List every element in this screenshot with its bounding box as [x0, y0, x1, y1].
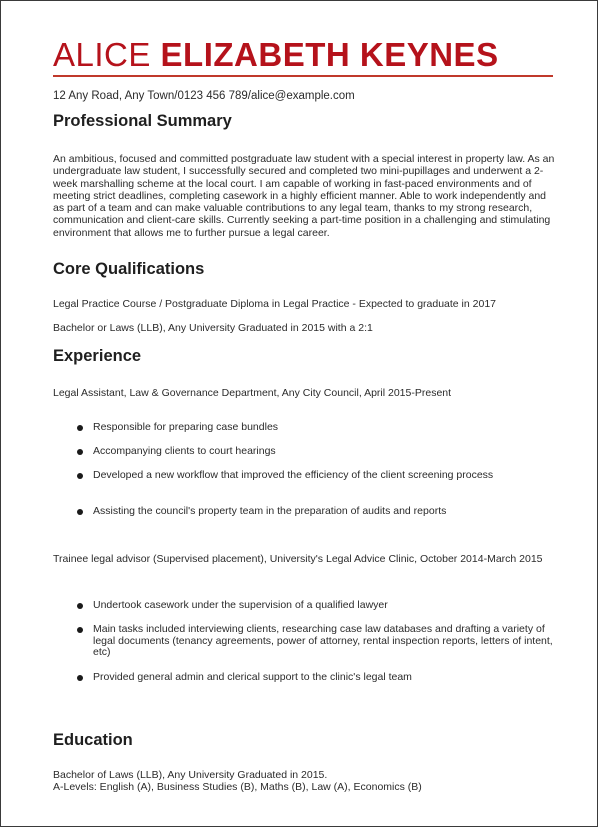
- duty-text: Responsible for preparing case bundles: [93, 421, 279, 433]
- duty-text: Undertook casework under the supervision of a qualified lawyer: [93, 599, 388, 611]
- bullet-icon: [77, 627, 83, 633]
- bullet-icon: [77, 425, 83, 431]
- header-rule: [53, 75, 553, 77]
- last-names: ELIZABETH KEYNES: [160, 36, 499, 73]
- duty-text: Developed a new workflow that improved the efficiency of the client screening process: [93, 469, 494, 481]
- job-title: Legal Assistant, Law & Governance Department, Any City Council, April 2015-Present: [53, 387, 452, 399]
- list-item: [93, 422, 558, 434]
- duty-text: Main tasks included interviewing clients, researching case law databases and drafting a variety of legal documents (tenancy agreements, power of attorney, rental inspection reports, letters of intent, etc): [93, 623, 553, 659]
- first-names: ALICE: [53, 36, 151, 73]
- qualification-item: Bachelor or Laws (LLB), Any University Graduated in 2015 with a 2:1: [53, 322, 373, 334]
- education-heading: Education: [53, 731, 133, 749]
- list-item: [93, 600, 558, 612]
- job-title: Trainee legal advisor (Supervised placement), University's Legal Advice Clinic, October 2014-March 2015: [53, 553, 543, 565]
- list-item: [93, 470, 558, 482]
- education-item: Bachelor of Laws (LLB), Any University Graduated in 2015.: [53, 769, 328, 781]
- duty-text: Assisting the council's property team in the preparation of audits and reports: [93, 505, 447, 517]
- experience-heading: Experience: [53, 347, 142, 365]
- bullet-icon: [77, 603, 83, 609]
- summary-heading: Professional Summary: [53, 112, 232, 130]
- education-item: A-Levels: English (A), Business Studies (B), Maths (B), Law (A), Economics (B): [53, 781, 422, 793]
- bullet-icon: [77, 449, 83, 455]
- contact-details: 12 Any Road, Any Town/0123 456 789/alice@example.com: [53, 90, 355, 102]
- list-item: [93, 506, 558, 518]
- list-item: [93, 624, 558, 659]
- candidate-name: [53, 37, 499, 73]
- bullet-icon: [77, 509, 83, 515]
- qualification-item: Legal Practice Course / Postgraduate Diploma in Legal Practice - Expected to graduate in 2017: [53, 298, 497, 310]
- bullet-icon: [77, 675, 83, 681]
- list-item: [93, 446, 558, 458]
- duty-text: Provided general admin and clerical support to the clinic's legal team: [93, 671, 412, 683]
- summary-text: An ambitious, focused and committed postgraduate law student with a special interest in property law. As an undergraduate law student, I successfully secured and completed two mini-pupillages and underwent a 2-week marshalling scheme at the local court. I am capable of working in fast-paced environments and of meeting strict deadlines, completing casework in a highly efficient manner. Able to work independently and as part of a team and can make valuable contributions to any legal team, thanks to my strong research, communication and client-care skills. Currently seeking a part-time position in a challenging and stimulating environment that allows me to further pursue a legal career.: [53, 153, 555, 239]
- duty-text: Accompanying clients to court hearings: [93, 445, 276, 457]
- qualifications-heading: Core Qualifications: [53, 260, 205, 278]
- list-item: [93, 672, 558, 684]
- bullet-icon: [77, 473, 83, 479]
